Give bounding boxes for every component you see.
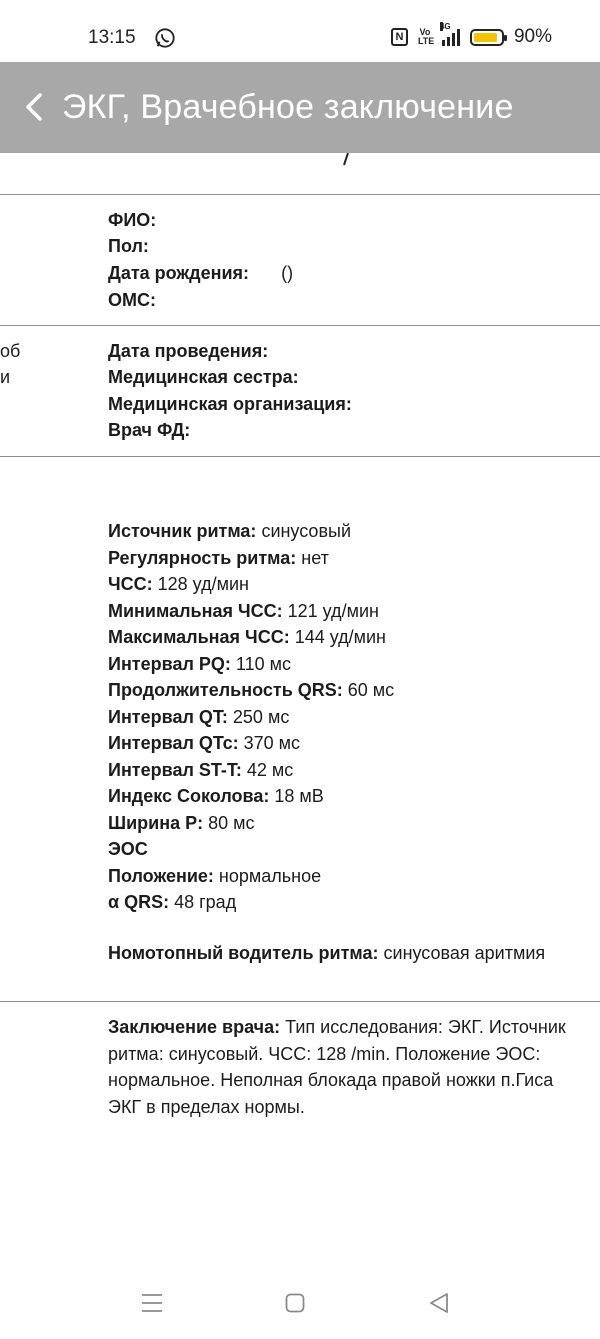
param-row [108,757,293,784]
dob-label: Дата рождения: [108,263,250,283]
param-label: Интервал ST-T: [108,760,242,780]
param-value: 128 уд/мин [152,574,249,594]
exam-date-row [108,338,268,365]
param-label: Источник ритма: [108,521,257,541]
signal-4g-icon [439,22,460,46]
doctor-label: Врач ФД: [108,420,191,440]
param-label: Интервал QTc: [108,733,239,753]
param-label: Индекс Соколова: [108,786,270,806]
param-row [108,810,255,837]
dob-value: () [281,263,294,283]
chevron-left-icon[interactable] [22,92,46,122]
rhythm-row [108,940,545,967]
rhythm-label: Номотопный водитель ритма: [108,943,379,963]
param-label: ЭОС [108,839,148,859]
oms-label: ОМС: [108,290,156,310]
param-row [108,677,394,704]
rhythm-value: синусовая аритмия [378,943,546,963]
battery-icon [470,29,504,46]
param-value: 60 мс [342,680,395,700]
home-icon[interactable] [285,1293,305,1313]
param-value: нет [296,548,329,568]
dob-row [108,260,293,287]
sex-row [108,233,149,260]
back-triangle-icon[interactable] [428,1292,450,1314]
param-label: α QRS: [108,892,170,912]
battery-percent: 90% [513,26,552,47]
exam-date-label: Дата проведения: [108,341,269,361]
status-time: 13:15 [88,27,136,48]
param-value: 48 град [169,892,237,912]
app-header [0,62,600,153]
divider [0,194,600,195]
system-nav-bar [0,1275,600,1339]
status-bar [0,0,600,62]
param-label: Интервал PQ: [108,654,231,674]
status-icons [391,22,552,48]
param-row [108,518,351,545]
param-value: 18 мВ [269,786,324,806]
param-row [108,836,148,863]
sex-label: Пол: [108,236,149,256]
battery-fill [474,33,497,42]
organization-label: Медицинская организация: [108,394,352,414]
param-row [108,651,291,678]
divider [0,1001,600,1002]
param-row [108,624,386,651]
side-label-cut: об [0,341,21,361]
whatsapp-icon [154,27,176,49]
param-label: Максимальная ЧСС: [108,627,290,647]
param-value: 42 мс [241,760,294,780]
param-value: 110 мс [230,654,291,674]
param-value: 250 мс [227,707,290,727]
nfc-icon: N [391,28,408,46]
doctor-conclusion [108,1014,578,1120]
param-label: Интервал QT: [108,707,228,727]
param-label: Продолжительность QRS: [108,680,343,700]
page-title: ЭКГ, Врачебное заключение [62,88,514,126]
param-label: Ширина P: [108,813,204,833]
conclusion-text: Тип исследования: ЭКГ. Источник ритма: синусовый. ЧСС: 128 /min. Положение ЭОС: нормальное. Неполная блокада правой ножки п.Гиса ЭКГ в пределах нормы. [108,1017,566,1117]
param-row [108,704,289,731]
param-value: 80 мс [203,813,255,833]
param-row [108,863,321,890]
fio-label: ФИО: [108,210,157,230]
divider [0,456,600,457]
param-row [108,545,329,572]
param-label: ЧСС: [108,574,153,594]
nurse-label: Медицинская сестра: [108,367,299,387]
divider [0,325,600,326]
volte-icon: Vo LTE [417,27,435,46]
param-row [108,889,236,916]
nurse-row [108,364,299,391]
param-value: нормальное [213,866,322,886]
param-value: синусовый [256,521,351,541]
cropped-glyph-icon [338,153,354,169]
oms-row [108,287,156,314]
param-row [108,783,324,810]
param-row [108,730,300,757]
network-type: 4G [439,22,451,31]
param-label: Регулярность ритма: [108,548,297,568]
fio-row [108,207,156,234]
param-value: 121 уд/мин [282,601,379,621]
menu-icon[interactable] [141,1293,163,1313]
param-row [108,598,379,625]
doctor-row [108,417,190,444]
side-label-cut: и [0,367,11,387]
param-value: 370 мс [238,733,300,753]
param-label: Положение: [108,866,214,886]
param-label: Минимальная ЧСС: [108,601,283,621]
organization-row [108,391,352,418]
param-value: 144 уд/мин [289,627,386,647]
conclusion-label: Заключение врача: [108,1017,281,1037]
param-row [108,571,249,598]
